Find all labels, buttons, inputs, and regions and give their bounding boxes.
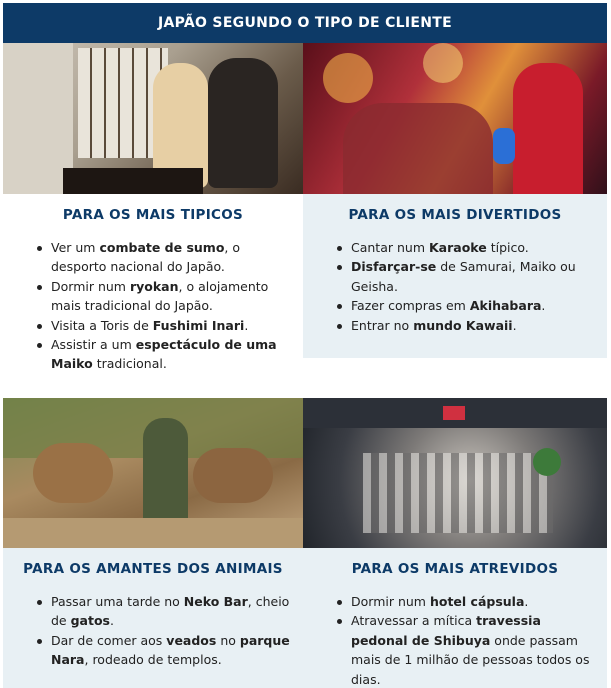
item-text: , cheio de — [51, 594, 290, 629]
photo-ryokan-couple — [3, 43, 303, 194]
list-item — [351, 257, 597, 296]
bold-text: mundo Kawaii — [413, 317, 513, 333]
list-item — [51, 316, 293, 335]
list-item — [51, 592, 293, 631]
item-text: . — [110, 613, 114, 629]
list-item — [351, 611, 597, 688]
item-text: Fazer compras em — [351, 298, 470, 314]
section-tipicos — [3, 194, 303, 398]
item-text: Dormir num — [51, 278, 130, 294]
item-text: no — [216, 632, 240, 648]
bold-text: espectáculo de uma Maiko — [51, 337, 277, 372]
item-text: . — [541, 298, 546, 314]
list-item — [51, 238, 293, 277]
list-item — [51, 277, 293, 316]
bold-text: Karaoke — [428, 240, 487, 255]
bold-text: veados — [166, 632, 217, 648]
item-text: tradicional. — [92, 356, 167, 372]
bold-text: hotel cápsula — [429, 594, 525, 609]
item-text: Visita a Toris de — [51, 317, 153, 333]
page-header — [3, 3, 607, 43]
item-text: Cantar num — [351, 240, 429, 255]
bold-text: Akihabara — [469, 298, 542, 314]
list-item — [351, 592, 597, 611]
list-item — [51, 631, 293, 670]
section-animais — [3, 548, 303, 688]
bold-text: gatos — [70, 613, 110, 629]
item-text: Passar uma tarde no — [51, 594, 184, 609]
item-text: Atravessar a mítica — [351, 613, 477, 629]
photo-nara-deer — [3, 398, 303, 548]
bold-text: Disfarçar-se — [351, 259, 437, 275]
item-text: onde passam mais de 1 milhão de pessoas todos os dias. — [351, 632, 590, 687]
item-text: Dar de comer aos — [51, 632, 167, 648]
item-text: Ver um — [51, 240, 100, 255]
bold-text: travessia pedonal de Shibuya — [351, 613, 541, 648]
section-title: PARA OS MAIS DIVERTIDOS — [348, 207, 562, 223]
section-list — [303, 592, 607, 688]
photo-shibuya-crossing — [303, 398, 607, 548]
bold-text: Neko Bar — [183, 594, 248, 609]
item-text: de Samurai, Maiko ou Geisha. — [351, 259, 576, 294]
bold-text: ryokan — [129, 278, 179, 294]
item-text: Dormir num — [351, 594, 430, 609]
photo-karaoke-friends — [303, 43, 607, 194]
bold-text: Fushimi Inari — [152, 317, 245, 333]
page-title: JAPÃO SEGUNDO O TIPO DE CLIENTE — [158, 15, 452, 31]
list-item — [351, 316, 597, 335]
bold-text: combate de sumo — [99, 240, 225, 255]
item-text: , o desporto nacional do Japão. — [51, 240, 241, 275]
section-atrevidos — [303, 548, 607, 688]
item-text: , rodeado de templos. — [84, 652, 222, 668]
section-title: PARA OS MAIS ATREVIDOS — [351, 561, 559, 577]
list-item — [51, 335, 293, 374]
section-title: PARA OS AMANTES DOS ANIMAIS — [23, 561, 283, 577]
item-text: típico. — [486, 240, 529, 255]
section-list — [3, 592, 303, 670]
item-text: Entrar no — [351, 317, 414, 333]
section-title: PARA OS MAIS TIPICOS — [62, 207, 244, 223]
bold-text: parque Nara — [51, 632, 290, 668]
item-text: . — [244, 317, 249, 333]
section-list — [3, 238, 303, 374]
item-text: Assistir a um — [51, 337, 136, 353]
item-text: , o alojamento mais tradicional do Japão. — [51, 278, 269, 314]
item-text: . — [512, 317, 517, 333]
section-list — [303, 238, 607, 335]
list-item — [351, 296, 597, 315]
list-item — [351, 238, 597, 257]
section-divertidos — [303, 194, 607, 358]
item-text: . — [524, 594, 529, 609]
